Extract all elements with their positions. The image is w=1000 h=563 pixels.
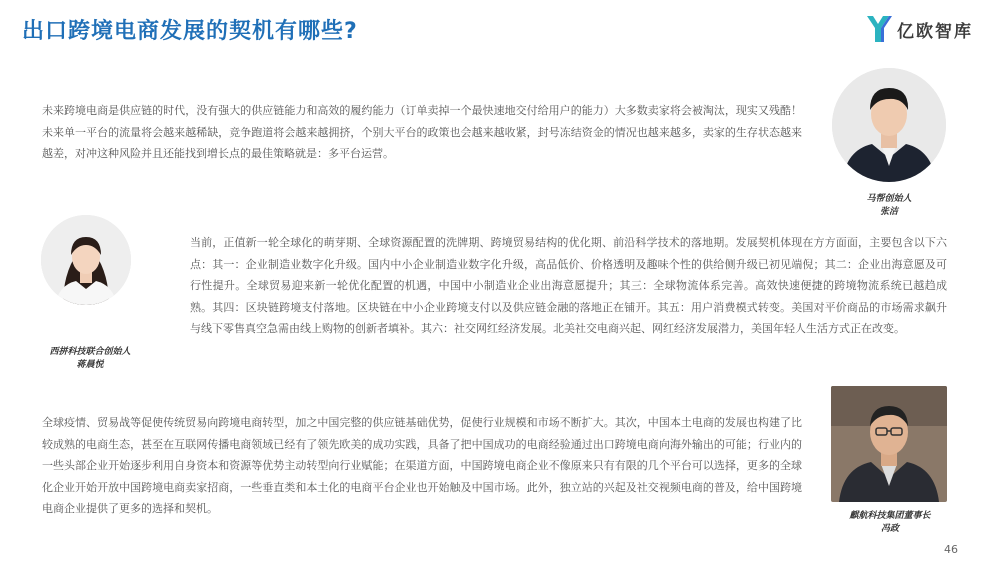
person-title: 麒航科技集团董事长 (849, 511, 931, 521)
portrait-zhang-jie (832, 68, 946, 182)
brand-logo (865, 14, 985, 44)
person-name: 张洁 (879, 207, 898, 217)
person-name: 冯政 (880, 524, 899, 534)
paragraph-platform-operation: 未来跨境电商是供应链的时代，没有强大的供应链能力和高效的履约能力（订单卖掉一个最快速地交付给用户的能力）大多数卖家将会被淘汰，现实又残酷！未来单一平台的流量将会越来越稀缺，竞争跑道将会越来越拥挤，个别大平台的政策也会越来越收紧，封号冻结资金的情况也越来越多，卖家的生存状态越来越差，对冲这种风险并且还能找到增长点的最佳策略就是：多平台运营。 (42, 104, 802, 160)
caption-zhang-jie (832, 193, 946, 219)
page-title: 出口跨境电商发展的契机有哪些? (22, 19, 358, 44)
page-number: 46 (944, 543, 958, 556)
caption-jiang-chenyue (20, 346, 160, 372)
yiou-logo-icon (865, 14, 893, 44)
paragraph-six-opportunities: 当前，正值新一轮全球化的萌芽期、全球资源配置的洗牌期、跨境贸易结构的优化期、前沿科学技术的落地期。发展契机体现在方方面面，主要包含以下六点：其一：企业制造业数字化升级。国内中小企业制造业数字化升级，高品低价、价格透明及趣味个性的供给侧升级已初见端倪；其二：企业出海意愿及可行性提升。全球贸易迎来新一轮优化配置的机遇，中国中小制造业企业出海意愿提升；其三：全球物流体系完善。高效快速便捷的跨境物流系统已越趋成熟。其四：区块链跨境支付落地。区块链在中小企业跨境支付以及供应链金融的落地正在铺开。其五：用户消费模式转变。美国对平价商品的市场需求飙升与线下零售真空急需由线上购物的创新者填补。其六：社交网红经济发展。北美社交电商兴起、网红经济发展潜力，美国年轻人生活方式正在改变。 (190, 236, 947, 335)
person-title: 马帮创始人 (866, 194, 912, 204)
person-name: 蒋晨悦 (76, 360, 104, 370)
portrait-feng-zheng (831, 386, 947, 502)
paragraph-industry-transformation: 全球疫情、贸易战等促使传统贸易向跨境电商转型，加之中国完整的供应链基础优势，促使行业规模和市场不断扩大。其次，中国本土电商的发展也构建了比较成熟的电商生态，甚至在互联网传播电商领域已经有了领先欧美的成功实践，具备了把中国成功的电商经验通过出口跨境电商向海外输出的可能；行业内的一些头部企业开始逐步利用自身资本和资源等优势主动转型向行业赋能；在渠道方面，中国跨境电商企业不像原来只有有限的几个平台可以选择，更多的全球化企业开始开放中国跨境电商卖家招商，一些垂直类和本土化的电商平台企业也开始触及中国市场。此外，独立站的兴起及社交视频电商的普及，给中国跨境电商企业提供了更多的选择和契机。 (42, 416, 802, 515)
person-title: 西拼科技联合创始人 (49, 347, 131, 357)
caption-feng-zheng (820, 510, 960, 536)
logo-text: 亿欧智库 (897, 22, 973, 42)
portrait-jiang-chenyue (41, 215, 131, 305)
